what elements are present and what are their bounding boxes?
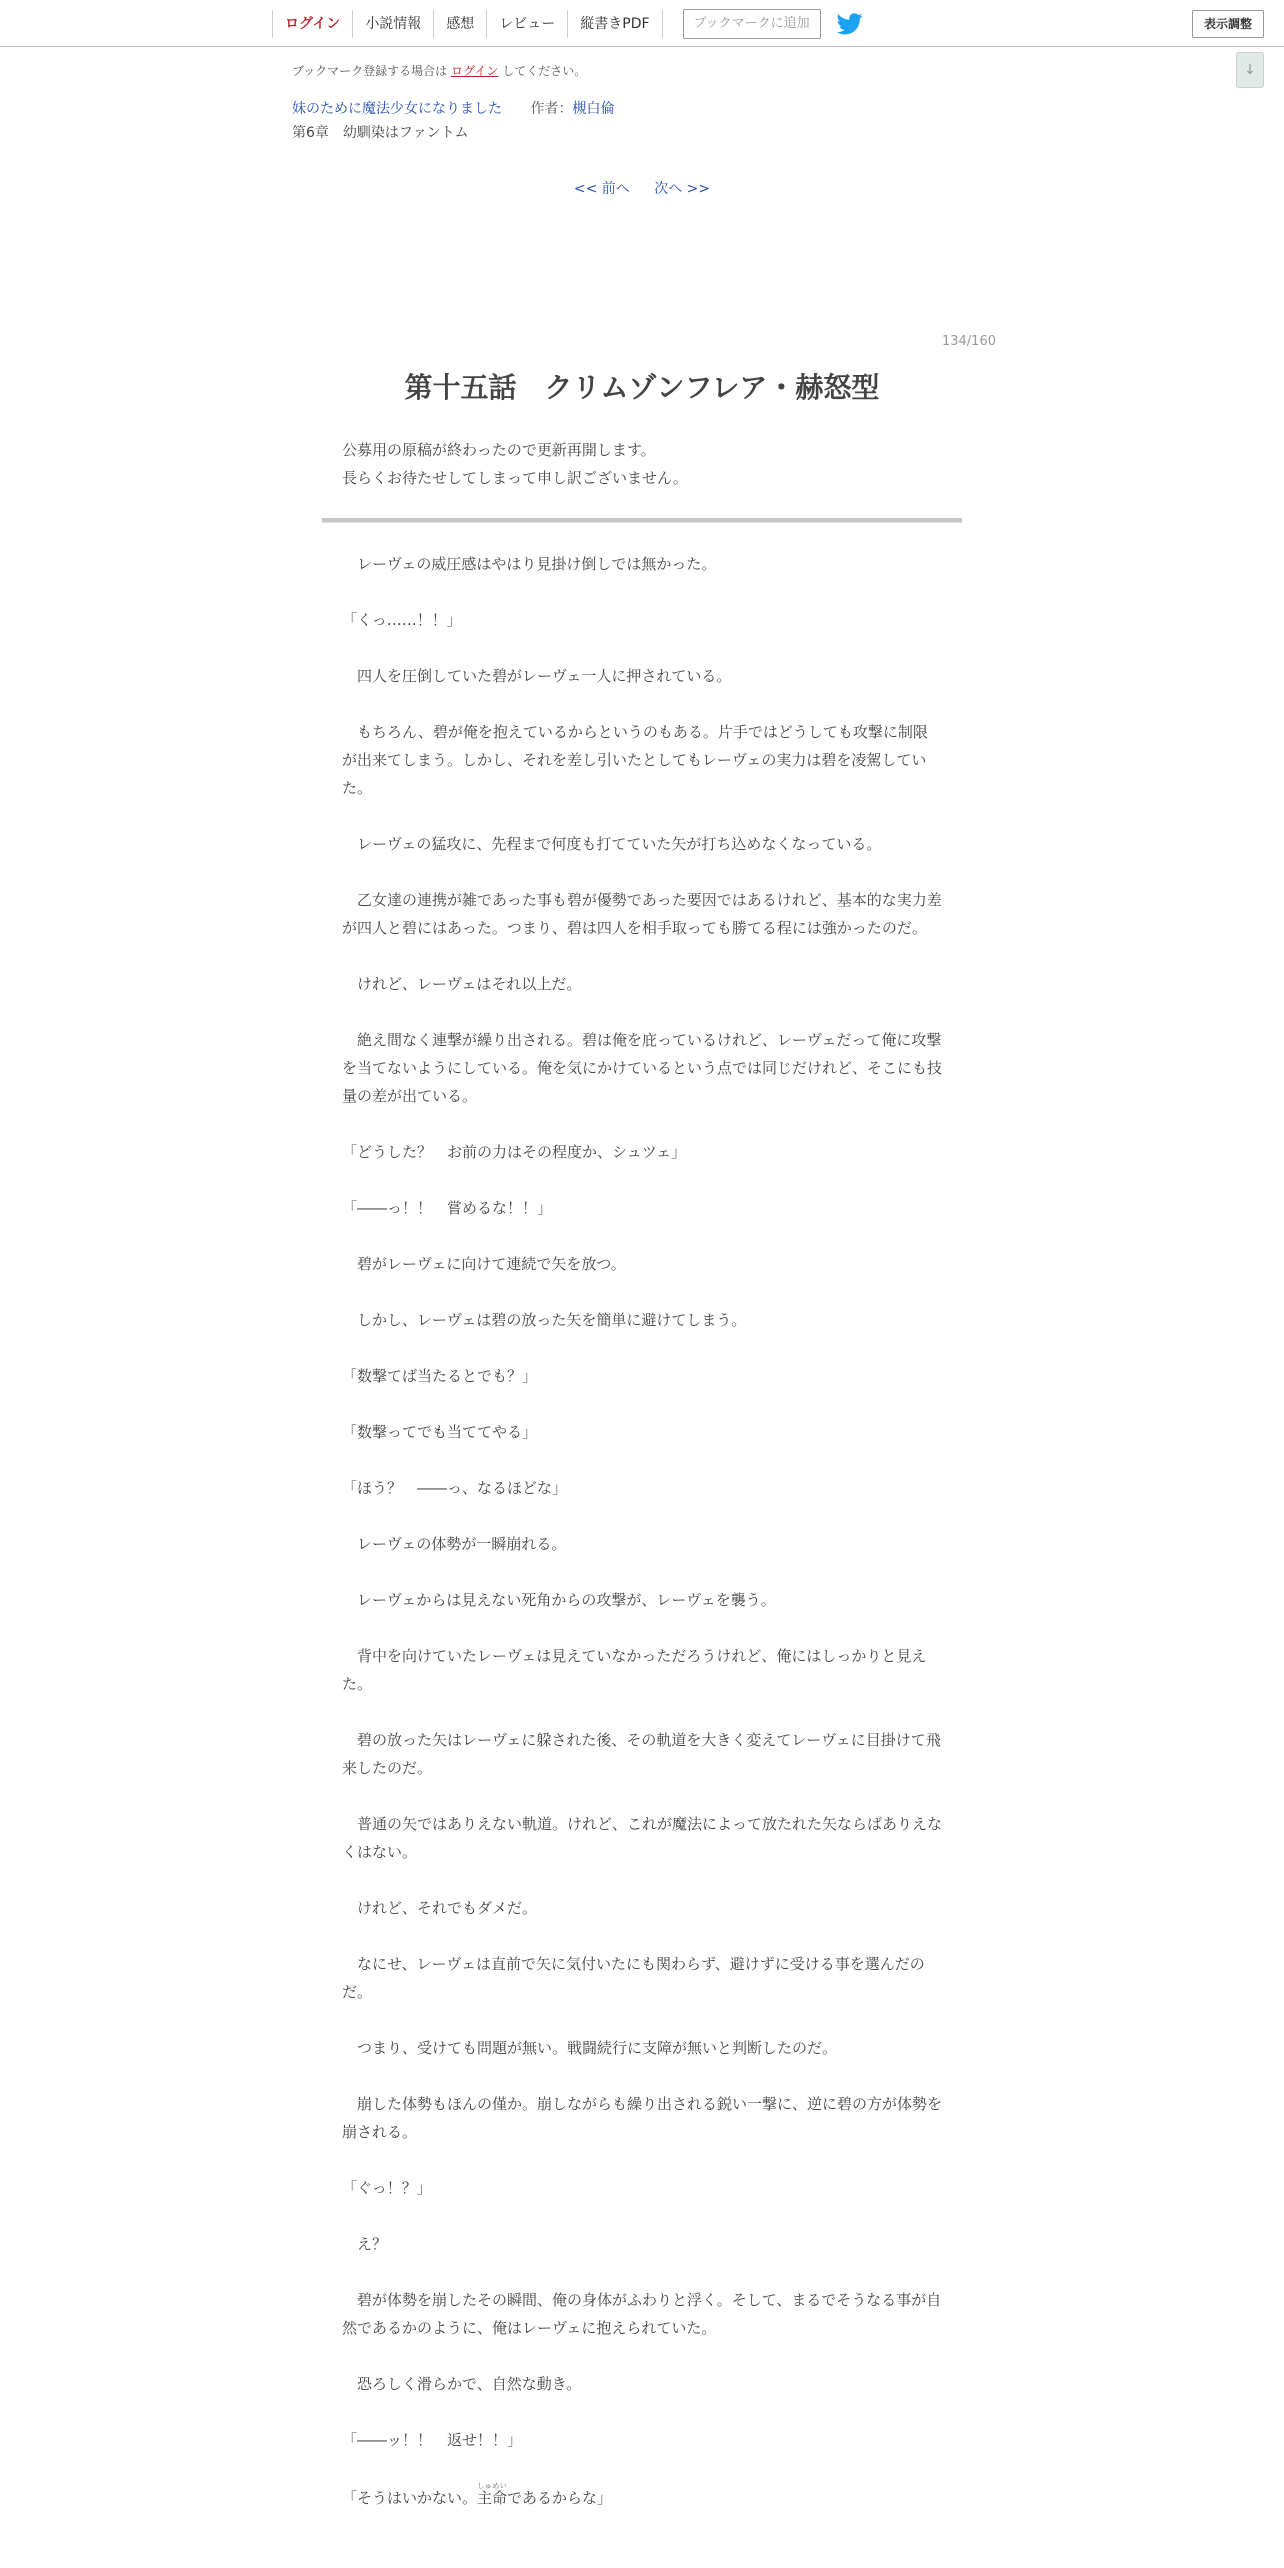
nav-impressions-link[interactable]: 感想 [433,10,486,38]
body-paragraph: 「どうした？ お前の力はその程度か、シュツェ」 [342,1143,687,1161]
body-paragraph: けれど、それでもダメだ。 [342,1899,538,1917]
display-adjust-button[interactable]: 表示調整 [1192,10,1264,38]
body-paragraph: え？ [342,2235,388,2253]
preface [342,436,962,492]
next-page-link[interactable]: 次へ >> [654,181,711,197]
body-paragraph: しかし、レーヴェは碧の放った矢を簡単に避けてしまう。 [342,1311,747,1329]
last-paragraph-before: 「そうはいかない。 [342,2489,478,2507]
preface-line: 長らくお待たせしてしまって申し訳ございません。 [342,469,688,487]
body-paragraph: 碧の放った矢はレーヴェに躱された後、その軌道を大きく変えてレーヴェに目掛けて飛来したのだ。 [342,1731,941,1777]
ruby-reading: しゅめい [477,2482,508,2490]
body-paragraph: 絶え間なく連撃が繰り出される。碧は俺を庇っているけれど、レーヴェだって俺に攻撃を当てないようにしている。俺を気にかけているという点では同じだけれど、そこにも技量の差が出ている。 [342,1031,943,1105]
novel-title-link[interactable]: 妹のために魔法少女になりました [292,101,502,117]
bookmark-add-button[interactable]: ブックマークに追加 [683,9,821,39]
body-paragraph: 背中を向けていたレーヴェは見えていなかっただろうけれど、俺にはしっかりと見えた。 [342,1647,927,1693]
author-label: 作者： [530,101,573,117]
bookmark-notice [292,62,586,79]
chapter-title: 第6章 幼馴染はファントム [292,125,469,141]
body-paragraph: 「ほう？ ――っ、なるほどな」 [342,1479,568,1497]
episode-title: 第十五話 クリムゾンフレア・赫怒型 [404,371,880,404]
nav-review-link[interactable]: レビュー [486,10,567,38]
body-paragraph: 「ぐっ！？」 [342,2179,432,2197]
nav-vertical-pdf-link[interactable]: 縦書きPDF [567,10,662,38]
page-count: 134/160 [941,334,996,349]
body-paragraph: レーヴェからは見えない死角からの攻撃が、レーヴェを襲う。 [342,1591,776,1609]
body-paragraph: 乙女達の連携が雑であった事も碧が優勢であった要因ではあるけれど、基本的な実力差が四人と碧にはあった。つまり、碧は四人を相手取っても勝てる程には強かったのだ。 [342,891,942,937]
preface-line: 公募用の原稿が終わったので更新再開します。 [342,441,656,459]
ruby-word [477,2482,508,2507]
bookmark-notice-suffix: してください。 [502,64,587,78]
ruby-base: 主命 [477,2489,508,2507]
scroll-down-button[interactable]: ↓ [1236,52,1264,88]
bookmark-notice-login-link[interactable]: ログイン [451,64,499,78]
twitter-icon[interactable] [837,13,863,35]
body-paragraph: けれど、レーヴェはそれ以上だ。 [342,975,582,993]
body-paragraph: レーヴェの体勢が一瞬崩れる。 [342,1535,567,1553]
nav-novel-info-link[interactable]: 小説情報 [352,10,433,38]
body-paragraph: つまり、受けても問題が無い。戦闘続行に支障が無いと判断したのだ。 [342,2039,838,2057]
nav-login-link[interactable]: ログイン [272,10,352,38]
body-paragraph: 「――ッ！！ 返せ！！」 [342,2431,523,2449]
prev-page-link[interactable]: << 前へ [573,181,630,197]
body-paragraph: レーヴェの威圧感はやはり見掛け倒しでは無かった。 [342,555,717,573]
body-paragraph: 普通の矢ではありえない軌道。けれど、これが魔法によって放たれた矢ならばありえなくはない。 [342,1815,943,1861]
body-paragraph: 「数撃ってでも当ててやる」 [342,1423,538,1441]
body-paragraph-last [342,2482,942,2512]
body-paragraph: もちろん、碧が俺を抱えているからというのもある。片手ではどうしても攻撃に制限が出来てしまう。しかし、それを差し引いたとしてもレーヴェの実力は碧を凌駕していた。 [342,723,928,797]
body-paragraph: 崩した体勢もほんの僅か。崩しながらも繰り出される鋭い一撃に、逆に碧の方が体勢を崩される。 [342,2095,943,2141]
body-paragraph: 碧がレーヴェに向けて連続で矢を放つ。 [342,1255,626,1273]
bookmark-notice-prefix: ブックマーク登録する場合は [292,64,448,78]
pager [0,178,1284,198]
body-paragraph: 四人を圧倒していた碧がレーヴェ一人に押されている。 [342,667,732,685]
last-paragraph-after: であるからな」 [507,2489,613,2507]
preface-divider [322,518,962,523]
top-nav-bar [0,0,1284,47]
body-paragraph: 恐ろしく滑らかで、自然な動き。 [342,2375,582,2393]
author-link[interactable]: 槻白倫 [572,101,615,117]
body-paragraph: 「くっ……！！」 [342,611,462,629]
nav-items [272,7,863,41]
body-paragraph: 「数撃てば当たるとでも？」 [342,1367,538,1385]
body-paragraph: 「――っ！！ 嘗めるな！！」 [342,1199,553,1217]
novel-body [342,550,942,2540]
body-paragraph: 碧が体勢を崩したその瞬間、俺の身体がふわりと浮く。そして、まるでそうなる事が自然であるかのように、俺はレーヴェに抱えられていた。 [342,2291,942,2337]
body-paragraph: レーヴェの猛攻に、先程まで何度も打てていた矢が打ち込めなくなっている。 [342,835,882,853]
body-paragraph: なにせ、レーヴェは直前で矢に気付いたにも関わらず、避けずに受ける事を選んだのだ。 [342,1955,925,2001]
novel-title-line [292,98,614,118]
